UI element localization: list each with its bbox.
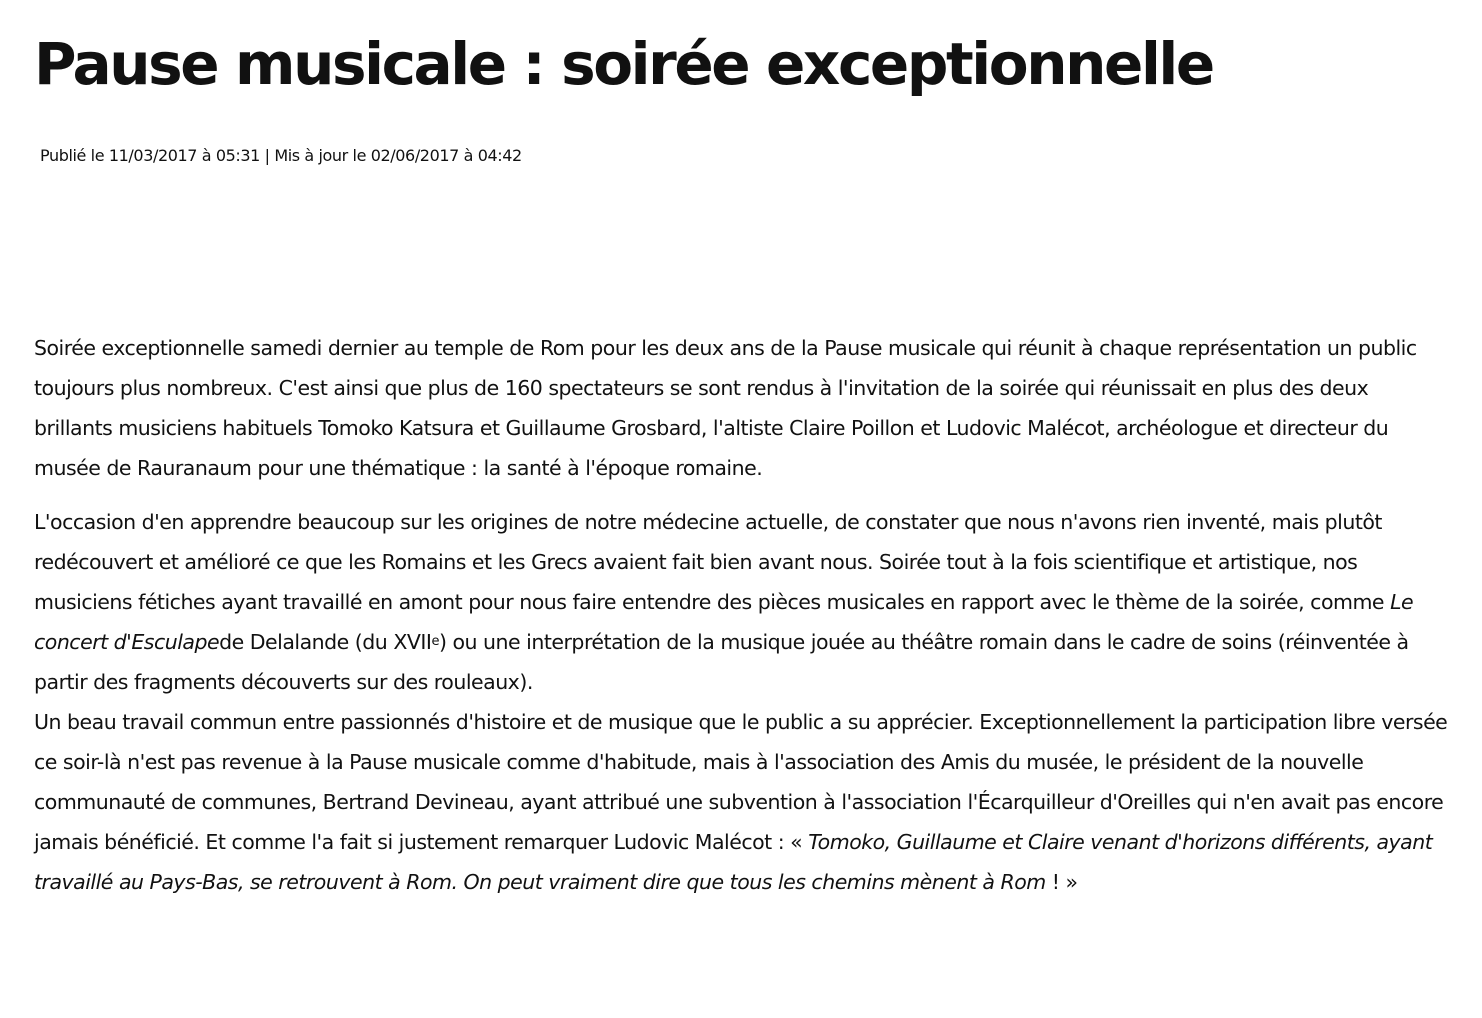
article-paragraph bbox=[34, 502, 1450, 702]
quote-text: Tomoko, Guillaume et Claire venant d'horizons différents, ayant travaillé au Pays-Bas, se retrouvent à Rom. On peut vraiment dire que tous les chemins mènent à Rom bbox=[34, 830, 1433, 894]
work-title: Le concert d'Esculape bbox=[34, 590, 1414, 654]
paragraph-text: L'occasion d'en apprendre beaucoup sur les origines de notre médecine actuelle, de constater que nous n'avons rien inventé, mais plutôt redécouvert et amélioré ce que les Romains et les Grecs avaient fait bien avant nous. Soirée tout à la fois scientifique et artistique, nos musiciens fétiches ayant travaillé en amont pour nous faire entendre des pièces musicales en rapport avec le thème de la soirée, comme bbox=[34, 510, 1391, 614]
article-body bbox=[34, 328, 1450, 902]
quote-close: ! » bbox=[1045, 870, 1078, 894]
paragraph-text: Un beau travail commun entre passionnés d'histoire et de musique que le public a su apprécier. Exceptionnellement la participation libre versée ce soir-là n'est pas revenue à la Pause musicale comme d'habitude, mais à l'association des Amis du musée, le président de la nouvelle communauté de communes, Bertrand Devineau, ayant attribué une subvention à l'association l'Écarquilleur d'Oreilles qui n'en avait pas encore jamais bénéficié. Et comme l'a fait si justement remarquer Ludovic Malécot : « bbox=[34, 710, 1448, 854]
article-paragraph bbox=[34, 702, 1450, 902]
century-superscript: e bbox=[431, 634, 439, 649]
paragraph-text: ) ou une interprétation de la musique jouée au théâtre romain dans le cadre de soins (réinventée à partir des fragments découverts sur des rouleaux). bbox=[34, 630, 1409, 694]
article-paragraph: Soirée exceptionnelle samedi dernier au temple de Rom pour les deux ans de la Pause musicale qui réunit à chaque représentation un public toujours plus nombreux. C'est ainsi que plus de 160 spectateurs se sont rendus à l'invitation de la soirée qui réunissait en plus des deux brillants musiciens habituels Tomoko Katsura et Guillaume Grosbard, l'altiste Claire Poillon et Ludovic Malécot, archéologue et directeur du musée de Rauranaum pour une thématique : la santé à l'époque romaine. bbox=[34, 336, 1417, 480]
paragraph-text: de Delalande (du XVII bbox=[219, 630, 432, 654]
publication-date: Publié le 11/03/2017 à 05:31 | Mis à jour le 02/06/2017 à 04:42 bbox=[40, 146, 522, 165]
article-title: Pause musicale : soirée exceptionnelle bbox=[34, 30, 1213, 98]
